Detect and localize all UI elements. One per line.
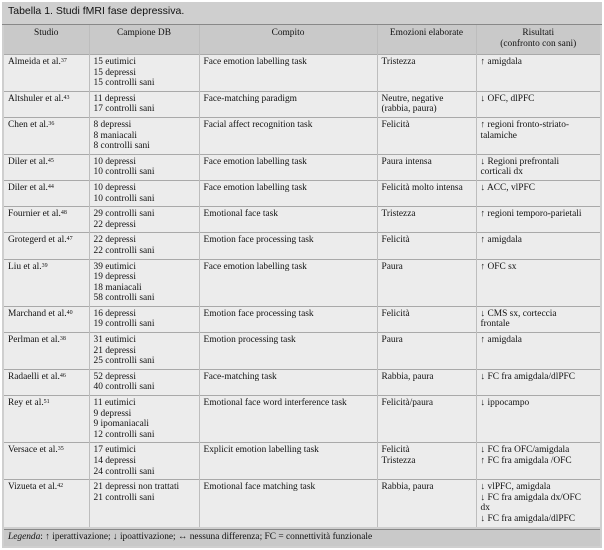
- cell-studio: [4, 333, 89, 370]
- cell-risultati: [476, 180, 600, 206]
- table-row: [4, 207, 600, 233]
- cell-campione: [89, 396, 199, 443]
- cell-campione: [89, 480, 199, 527]
- cell-risultati: [476, 207, 600, 233]
- cell-studio: [4, 443, 89, 480]
- sample-line: 14 depressi: [93, 456, 136, 466]
- sample-line: 22 depressi: [93, 219, 136, 230]
- legend-label: Legenda: [8, 532, 41, 542]
- table-container: [2, 2, 602, 548]
- emotion-line: Felicità: [381, 445, 410, 456]
- task-text: Emotion face processing task: [203, 235, 314, 246]
- cell-campione: [89, 369, 199, 395]
- cell-compito: [199, 117, 377, 154]
- task-text: Face emotion labelling task: [203, 261, 307, 272]
- table-row: [4, 306, 600, 332]
- cell-compito: [199, 369, 377, 395]
- study-author: Rey et al.: [8, 398, 44, 409]
- table-row: [4, 443, 600, 480]
- result-line: talamiche: [480, 130, 517, 141]
- result-line: ↑ amigdala: [480, 57, 522, 67]
- study-reference: 45: [47, 157, 54, 164]
- sample-line: 16 depressi: [93, 308, 136, 319]
- table-row: [4, 154, 600, 180]
- cell-compito: [199, 443, 377, 480]
- study-author: Fournier et al.: [8, 209, 61, 220]
- cell-compito: [199, 306, 377, 332]
- cell-campione: [89, 233, 199, 259]
- sample-line: 10 depressi: [93, 182, 136, 193]
- task-text: Explicit emotion labelling task: [203, 445, 319, 456]
- sample-line: 25 controlli sani: [93, 356, 155, 367]
- cell-risultati: [476, 443, 600, 480]
- sample-line: 8 controlli sani: [93, 141, 150, 152]
- cell-risultati: [476, 117, 600, 154]
- study-reference: 37: [60, 58, 67, 64]
- cell-emozioni: [377, 154, 476, 180]
- header-row: [4, 25, 600, 55]
- sample-line: 19 depressi: [93, 272, 136, 283]
- study-author: Altshuler et al.: [8, 93, 64, 104]
- cell-risultati: [476, 396, 600, 443]
- study-reference: 48: [60, 210, 67, 217]
- sample-line: 12 controlli sani: [93, 429, 155, 440]
- header-emozioni: Emozioni elaborate: [377, 25, 476, 55]
- cell-compito: [199, 233, 377, 259]
- cell-campione: [89, 333, 199, 370]
- table-row: [4, 91, 600, 117]
- cell-risultati: [476, 259, 600, 306]
- cell-emozioni: [377, 91, 476, 117]
- task-text: Face emotion labelling task: [203, 156, 307, 167]
- cell-campione: [89, 154, 199, 180]
- task-text: Emotional face task: [203, 209, 278, 220]
- result-line: dx: [480, 503, 490, 514]
- cell-emozioni: [377, 259, 476, 306]
- cell-campione: [89, 259, 199, 306]
- cell-risultati: [476, 480, 600, 527]
- study-reference: 46: [59, 372, 66, 379]
- cell-studio: [4, 369, 89, 395]
- result-line: ↑ FC fra amigdala /OFC: [480, 456, 572, 466]
- cell-compito: [199, 396, 377, 443]
- emotion-line: Felicità/paura: [381, 398, 434, 409]
- emotion-line: Paura intensa: [381, 156, 432, 167]
- cell-studio: [4, 91, 89, 117]
- task-text: Emotion face processing task: [203, 308, 314, 319]
- study-reference: 42: [57, 483, 64, 490]
- cell-emozioni: [377, 180, 476, 206]
- study-reference: 35: [57, 446, 64, 453]
- table-legend: [4, 529, 600, 546]
- sample-line: 52 depressi: [93, 371, 136, 382]
- sample-line: 10 depressi: [93, 156, 136, 167]
- cell-emozioni: [377, 480, 476, 527]
- study-author: Diler et al.: [8, 182, 48, 193]
- cell-compito: [199, 154, 377, 180]
- cell-emozioni: [377, 117, 476, 154]
- header-risultati: [476, 25, 600, 55]
- study-author: Versace et al.: [8, 445, 58, 456]
- sample-line: 17 eutimici: [93, 445, 136, 456]
- emotion-line: Felicità: [381, 119, 410, 130]
- cell-emozioni: [377, 443, 476, 480]
- emotion-line: Neutre, negative: [381, 93, 444, 104]
- result-line: ↑ amigdala: [480, 335, 522, 346]
- study-reference: 47: [66, 236, 73, 243]
- result-line: ↓ FC fra amigdala/dlPFC: [480, 371, 576, 382]
- study-author: Marchand et al.: [8, 308, 67, 319]
- sample-line: 22 depressi: [93, 235, 136, 246]
- task-text: Emotion processing task: [203, 335, 296, 346]
- result-line: ↓ OFC, dlPFC: [480, 93, 535, 104]
- study-author: Grotegerd et al.: [8, 235, 67, 246]
- sample-line: 21 depressi: [93, 345, 136, 356]
- sample-line: 8 depressi: [93, 119, 132, 130]
- sample-line: 40 controlli sani: [93, 382, 155, 393]
- emotion-line: Felicità: [381, 308, 410, 319]
- cell-risultati: [476, 369, 600, 395]
- result-line: ↓ CMS sx, corteccia: [480, 308, 557, 319]
- emotion-line: Felicità: [381, 235, 410, 246]
- table-row: [4, 233, 600, 259]
- cell-compito: [199, 207, 377, 233]
- emotion-line: Rabbia, paura: [381, 482, 434, 493]
- table-body: [4, 55, 600, 527]
- task-text: Face-matching paradigm: [203, 93, 297, 104]
- cell-emozioni: [377, 306, 476, 332]
- cell-emozioni: [377, 55, 476, 92]
- task-text: Emotional face word interference task: [203, 398, 347, 409]
- cell-emozioni: [377, 396, 476, 443]
- table-row: [4, 480, 600, 527]
- table-row: [4, 259, 600, 306]
- sample-line: 15 eutimici: [93, 57, 136, 67]
- cell-risultati: [476, 333, 600, 370]
- cell-emozioni: [377, 369, 476, 395]
- study-reference: 40: [66, 309, 73, 316]
- cell-risultati: [476, 91, 600, 117]
- table-row: [4, 333, 600, 370]
- sample-line: 21 depressi non trattati: [93, 482, 180, 493]
- study-author: Vizueta et al.: [8, 482, 58, 493]
- result-line: ↓ FC fra amigdala/dlPFC: [480, 513, 576, 524]
- emotion-line: Felicità molto intensa: [381, 182, 463, 193]
- cell-compito: [199, 480, 377, 527]
- legend-text: : ↑ iperattivazione; ↓ ipoattivazione; ↔ nessuna differenza; FC = connettività funzionale: [40, 532, 373, 542]
- study-author: Perlman et al.: [8, 335, 60, 346]
- result-line: ↓ vlPFC, amigdala: [480, 482, 551, 493]
- cell-compito: [199, 333, 377, 370]
- header-campione: Campione DB: [89, 25, 199, 55]
- cell-studio: [4, 396, 89, 443]
- cell-campione: [89, 207, 199, 233]
- table-row: [4, 396, 600, 443]
- cell-emozioni: [377, 233, 476, 259]
- study-reference: 44: [47, 183, 54, 190]
- sample-line: 15 controlli sani: [93, 78, 155, 89]
- study-author: Chen et al.: [8, 119, 49, 130]
- cell-campione: [89, 306, 199, 332]
- sample-line: 39 eutimici: [93, 261, 136, 272]
- sample-line: 9 ipomaniacali: [93, 419, 149, 430]
- cell-campione: [89, 180, 199, 206]
- result-line: ↑ regioni temporo-parietali: [480, 209, 582, 220]
- cell-risultati: [476, 55, 600, 92]
- cell-campione: [89, 117, 199, 154]
- cell-studio: [4, 154, 89, 180]
- emotion-line: Tristezza: [381, 57, 416, 67]
- sample-line: 31 eutimici: [93, 335, 136, 346]
- cell-emozioni: [377, 207, 476, 233]
- table-row: [4, 117, 600, 154]
- table-title: Tabella 1. Studi fMRI fase depressiva.: [2, 2, 602, 25]
- study-reference: 51: [43, 399, 50, 406]
- task-text: Face-matching task: [203, 371, 277, 382]
- cell-emozioni: [377, 333, 476, 370]
- cell-compito: [199, 180, 377, 206]
- study-reference: 39: [41, 262, 48, 269]
- task-text: Face emotion labelling task: [203, 182, 307, 193]
- cell-campione: [89, 55, 199, 92]
- cell-campione: [89, 443, 199, 480]
- cell-compito: [199, 91, 377, 117]
- header-studio: Studio: [4, 25, 89, 55]
- sample-line: 17 controlli sani: [93, 104, 155, 115]
- study-author: Diler et al.: [8, 156, 48, 167]
- cell-studio: [4, 259, 89, 306]
- result-line: corticali dx: [480, 167, 523, 178]
- cell-risultati: [476, 154, 600, 180]
- cell-studio: [4, 207, 89, 233]
- emotion-line: Rabbia, paura: [381, 371, 434, 382]
- result-line: ↓ ippocampo: [480, 398, 530, 409]
- task-text: Face emotion labelling task: [203, 57, 307, 67]
- sample-line: 22 controlli sani: [93, 245, 155, 256]
- sample-line: 10 controlli sani: [93, 193, 155, 204]
- emotion-line: Tristezza: [381, 209, 416, 220]
- emotion-line: Paura: [381, 335, 403, 346]
- sample-line: 29 controlli sani: [93, 209, 155, 220]
- emotion-line: Tristezza: [381, 456, 416, 466]
- result-line: frontale: [480, 319, 510, 330]
- studies-table: [4, 25, 600, 527]
- cell-compito: [199, 259, 377, 306]
- cell-studio: [4, 480, 89, 527]
- sample-line: 24 controlli sani: [93, 466, 155, 477]
- cell-studio: [4, 233, 89, 259]
- sample-line: 9 depressi: [93, 408, 132, 419]
- header-risultati-line1: Risultati: [522, 28, 555, 38]
- task-text: Facial affect recognition task: [203, 119, 313, 130]
- cell-studio: [4, 180, 89, 206]
- sample-line: 15 depressi: [93, 67, 136, 78]
- study-author: Liu et al.: [8, 261, 42, 272]
- sample-line: 11 eutimici: [93, 398, 136, 409]
- result-line: ↑ amigdala: [480, 235, 522, 246]
- table-row: [4, 55, 600, 92]
- cell-risultati: [476, 233, 600, 259]
- sample-line: 19 controlli sani: [93, 319, 155, 330]
- sample-line: 8 maniacali: [93, 130, 137, 141]
- study-author: Almeida et al.: [8, 57, 61, 67]
- cell-risultati: [476, 306, 600, 332]
- study-reference: 43: [63, 94, 70, 101]
- cell-campione: [89, 91, 199, 117]
- sample-line: 10 controlli sani: [93, 167, 155, 178]
- result-line: ↑ OFC sx: [480, 261, 517, 272]
- study-reference: 36: [48, 120, 55, 127]
- sample-line: 18 maniacali: [93, 282, 142, 293]
- cell-studio: [4, 55, 89, 92]
- emotion-line: (rabbia, paura): [381, 104, 437, 115]
- task-text: Emotional face matching task: [203, 482, 316, 493]
- sample-line: 21 controlli sani: [93, 492, 155, 503]
- table-row: [4, 369, 600, 395]
- study-author: Radaelli et al.: [8, 371, 60, 382]
- table-row: [4, 180, 600, 206]
- cell-studio: [4, 306, 89, 332]
- sample-line: 58 controlli sani: [93, 293, 155, 304]
- result-line: ↓ ACC, vlPFC: [480, 182, 535, 193]
- header-compito: Compito: [199, 25, 377, 55]
- study-reference: 38: [59, 336, 66, 343]
- header-risultati-line2: (confronto con sani): [500, 39, 577, 49]
- cell-compito: [199, 55, 377, 92]
- result-line: ↓ Regioni prefrontali: [480, 156, 560, 167]
- emotion-line: Paura: [381, 261, 403, 272]
- cell-studio: [4, 117, 89, 154]
- result-line: ↑ regioni fronto-striato-: [480, 119, 570, 130]
- result-line: ↓ FC fra OFC/amigdala: [480, 445, 570, 456]
- sample-line: 11 depressi: [93, 93, 136, 104]
- result-line: ↓ FC fra amigdala dx/OFC: [480, 492, 582, 503]
